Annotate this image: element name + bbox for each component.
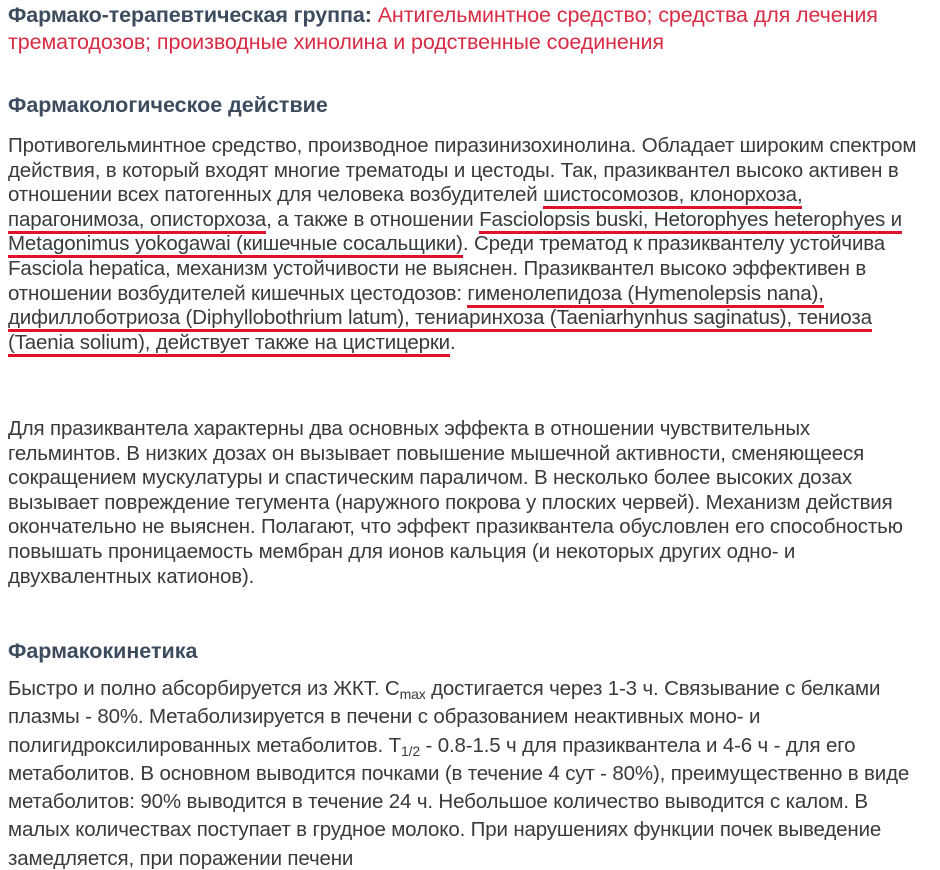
pharmacology-heading: Фармакологическое действие	[8, 93, 328, 117]
text-segment: - 0.8-1.5 ч для празиквантела и 4-6 ч - для его метаболитов. В основном выводится почками (в течение 4 сут - 80%), преимущественно в виде метаболитов: 90% выводится в течение 24 ч. Небольшое количество выводится с калом. В малых количествах поступает в грудное молоко. При нарушениях функции почек выведение замедляется, при поражении печени	[8, 733, 910, 870]
cmax-subscript: max	[399, 686, 426, 702]
text-segment: Противогельминтное средство, производное пиразинизохинолина. Обладает широким спектром действия, в который входят многие трематоды и цестоды. Так, празиквантел высоко активен в отношении всех патогенных для человека возбудителей	[8, 134, 917, 207]
underlined-intestinal-flukes: Fasciolopsis buski, Hetorophyes heterophyes и Metagonimus yokogawai (кишечные сосальщики)	[8, 208, 902, 259]
text-segment: достигается через 1-3 ч. Связывание с белками плазмы - 80%. Метаболизируется в печени с образованием неактивных моно- и полигидроксилированных метаболитов. T	[8, 677, 881, 757]
pharmacology-paragraph-1	[8, 134, 928, 355]
half-life-subscript: 1/2	[400, 742, 420, 759]
pharmacokinetics-heading: Фармакокинетика	[8, 639, 198, 663]
text-segment: . Среди трематод к празиквантелу устойчива Fasciola hepatica, механизм устойчивости не выяснен. Празиквантел высоко эффективен в отношении возбудителей кишечных цестодозов:	[8, 232, 886, 305]
underlined-trematodoses: шистосомозов, клонорхоза, парагонимоза, описторхоза	[8, 183, 802, 234]
pharmaco-group-line	[8, 0, 933, 56]
pharmaco-group-label: Фармако-терапевтическая группа:	[8, 3, 372, 27]
underlined-cestodoses: гименолепидоза (Hymenolepsis nana), дифиллоботриоза (Diphyllobothrium latum), тениаринхоза (Taeniarhynhus saginatus), тениоза (Taenia solium), действует также на цистицерки	[8, 282, 872, 357]
text-segment: , а также в отношении	[266, 207, 480, 231]
text-segment: .	[449, 330, 456, 354]
document-page	[8, 0, 933, 870]
text-segment: Быстро и полно абсорбируется из ЖКТ. C	[8, 677, 400, 700]
pharmacology-paragraph-2: Для празиквантела характерны два основных эффекта в отношении чувствительных гельминтов. В низких дозах он вызывает повышение мышечной активности, сменяющееся сокращением мускулатуры и спастическим параличом. В несколько более высоких дозах вызывает повреждение тегумента (наружного покрова у плоских червей). Механизм действия окончательно не выяснен. Полагают, что эффект празиквантела обусловлен его способностью повышать проницаемость мембран для ионов кальция (и некоторых других одно- и двухвалентных катионов).	[8, 417, 903, 588]
pharmacokinetics-paragraph	[8, 675, 928, 870]
pharmaco-group-value: Антигельминтное средство; средства для лечения трематодозов; производные хинолина и родственные соединения	[8, 3, 878, 54]
